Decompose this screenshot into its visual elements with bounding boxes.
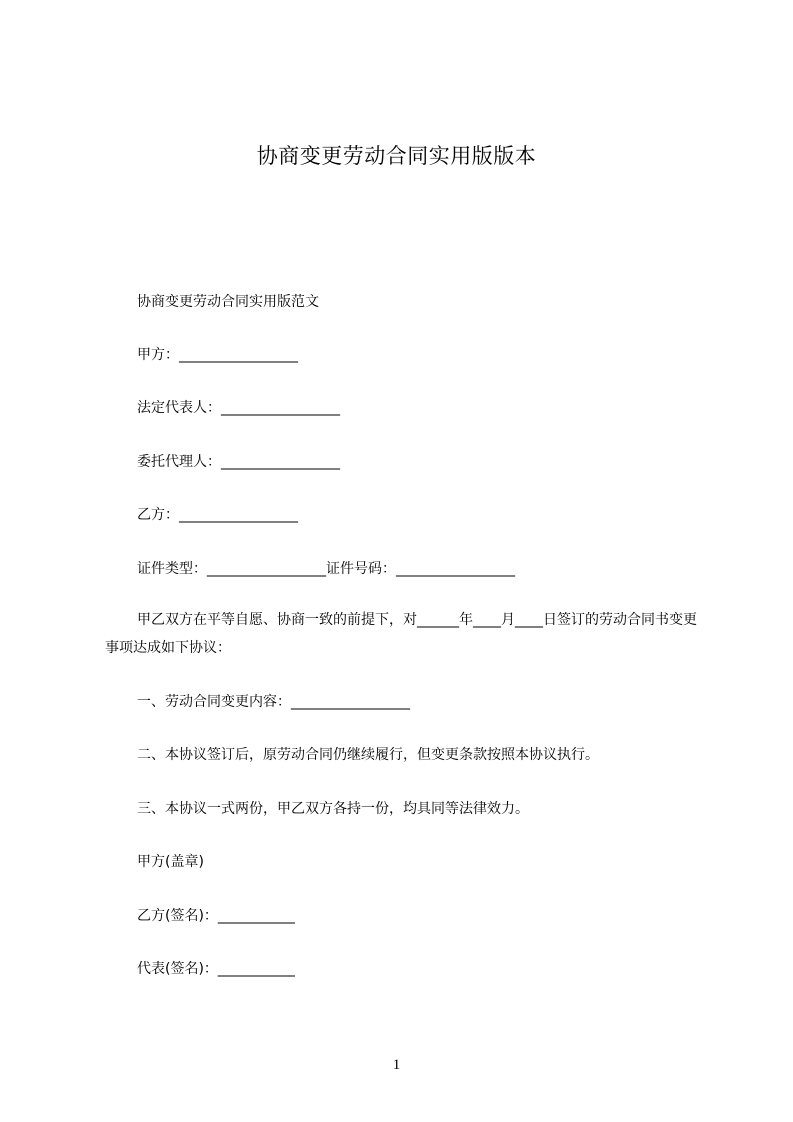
clause-2: 二、本协议签订后，原劳动合同仍继续履行，但变更条款按照本协议执行。 — [137, 747, 599, 763]
document-subtitle: 协商变更劳动合同实用版范文 — [137, 294, 319, 310]
preamble-paragraph: 甲乙双方在平等自愿、协商一致的前提下，对______年____月____日签订的劳动合同书变更事项达成如下协议： — [105, 612, 697, 656]
legal-representative-line: 法定代表人：_________________ — [137, 400, 340, 416]
page-number: 1 — [392, 1057, 401, 1073]
clause-1: 一、劳动合同变更内容：_________________ — [137, 694, 410, 710]
party-b-line: 乙方：_________________ — [137, 507, 298, 523]
party-a-line: 甲方：_________________ — [137, 347, 298, 363]
document-title: 协商变更劳动合同实用版版本 — [256, 144, 537, 168]
id-type-number-line: 证件类型：_________________证件号码：_________________ — [137, 561, 515, 577]
representative-signature-line: 代表(签名)：___________ — [137, 961, 295, 977]
party-b-signature-line: 乙方(签名)：___________ — [137, 908, 295, 924]
party-a-seal-line: 甲方(盖章) — [137, 854, 204, 870]
clause-3: 三、本协议一式两份，甲乙双方各持一份，均具同等法律效力。 — [137, 801, 529, 817]
authorized-agent-line: 委托代理人：_________________ — [137, 454, 340, 470]
